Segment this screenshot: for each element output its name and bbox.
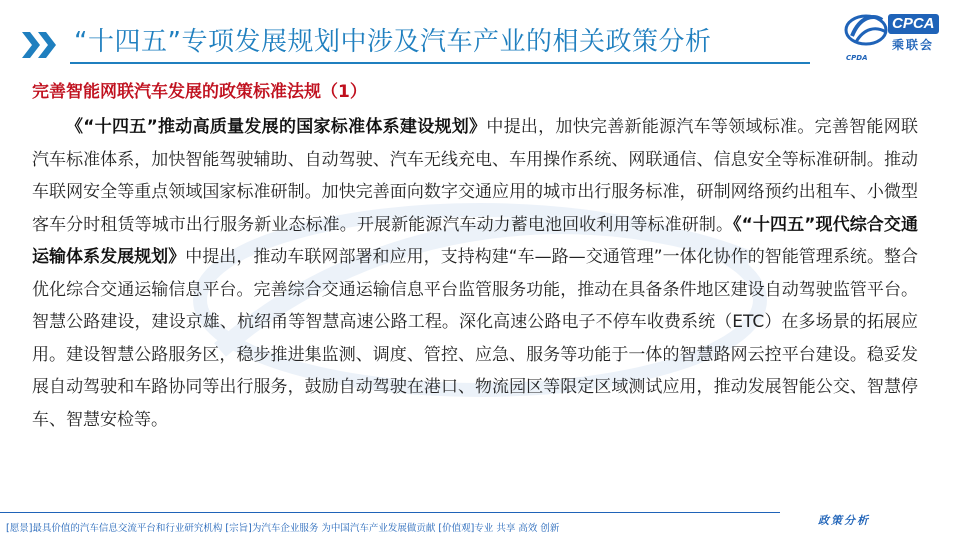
footer-tag: 政策分析 (818, 514, 870, 527)
chevron-right-icon (22, 32, 62, 58)
cpca-logo (842, 6, 952, 66)
page-title: “十四五”专项发展规划中涉及汽车产业的相关政策分析 (74, 27, 712, 57)
logo-text: CPCA (888, 14, 939, 34)
title-underline (70, 62, 810, 64)
body-paragraph (32, 111, 918, 436)
slide-header (0, 0, 960, 70)
policy-text-2: 中提出，推动车联网部署和应用，支持构建“车—路—交通管理”一体化协作的智能管理系统。整合优化综合交通运输信息平台。完善综合交通运输信息平台监管服务功能，推动在具备条件地区建设自动驾驶监管平台。智慧公路建设，建设京雄、杭绍甬等智慧高速公路工程。深化高速公路电子不停车收费系统（ETC）在多场景的拓展应用。建设智慧公路服务区，稳步推进集监测、调度、管控、应急、服务等功能于一体的智慧路网云控平台建设。稳妥发展自动驾驶和车路协同等出行服务，鼓励自动驾驶在港口、物流园区等限定区域测试应用，推动发展智能公交、智慧停车、智慧安检等。 (32, 247, 918, 430)
footer-divider (0, 512, 780, 513)
cpca-logo-icon (842, 6, 890, 56)
policy-text-1: 中提出，加快完善新能源汽车等领域标准。完善智能网联汽车标准体系，加快智能驾驶辅助、自动驾驶、汽车无线充电、车用操作系统、网联通信、信息安全等标准研制。推动车联网安全等重点领域国家标准研制。加快完善面向数字交通应用的城市出行服务标准，研制网络预约出租车、小微型客车分时租赁等城市出行服务新业态标准。开展新能源汽车动力蓄电池回收利用等标准研制。 (32, 117, 918, 235)
logo-subtitle: 乘联会 (892, 38, 935, 52)
footer-text: [愿景]最具价值的汽车信息交流平台和行业研究机构 [宗旨]为汽车企业服务 为中国汽车产业发展做贡献 [价值观]专业 共享 高效 创新 (6, 523, 560, 534)
logo-small-text: CPDA (846, 54, 868, 62)
policy-title-1: 《“十四五”推动高质量发展的国家标准体系建设规划》 (66, 117, 487, 137)
policy-title-2: 《“十四五”现代综合交通运输体系发展规划》 (32, 214, 918, 267)
section-title: 完善智能网联汽车发展的政策标准法规（1） (32, 82, 367, 102)
